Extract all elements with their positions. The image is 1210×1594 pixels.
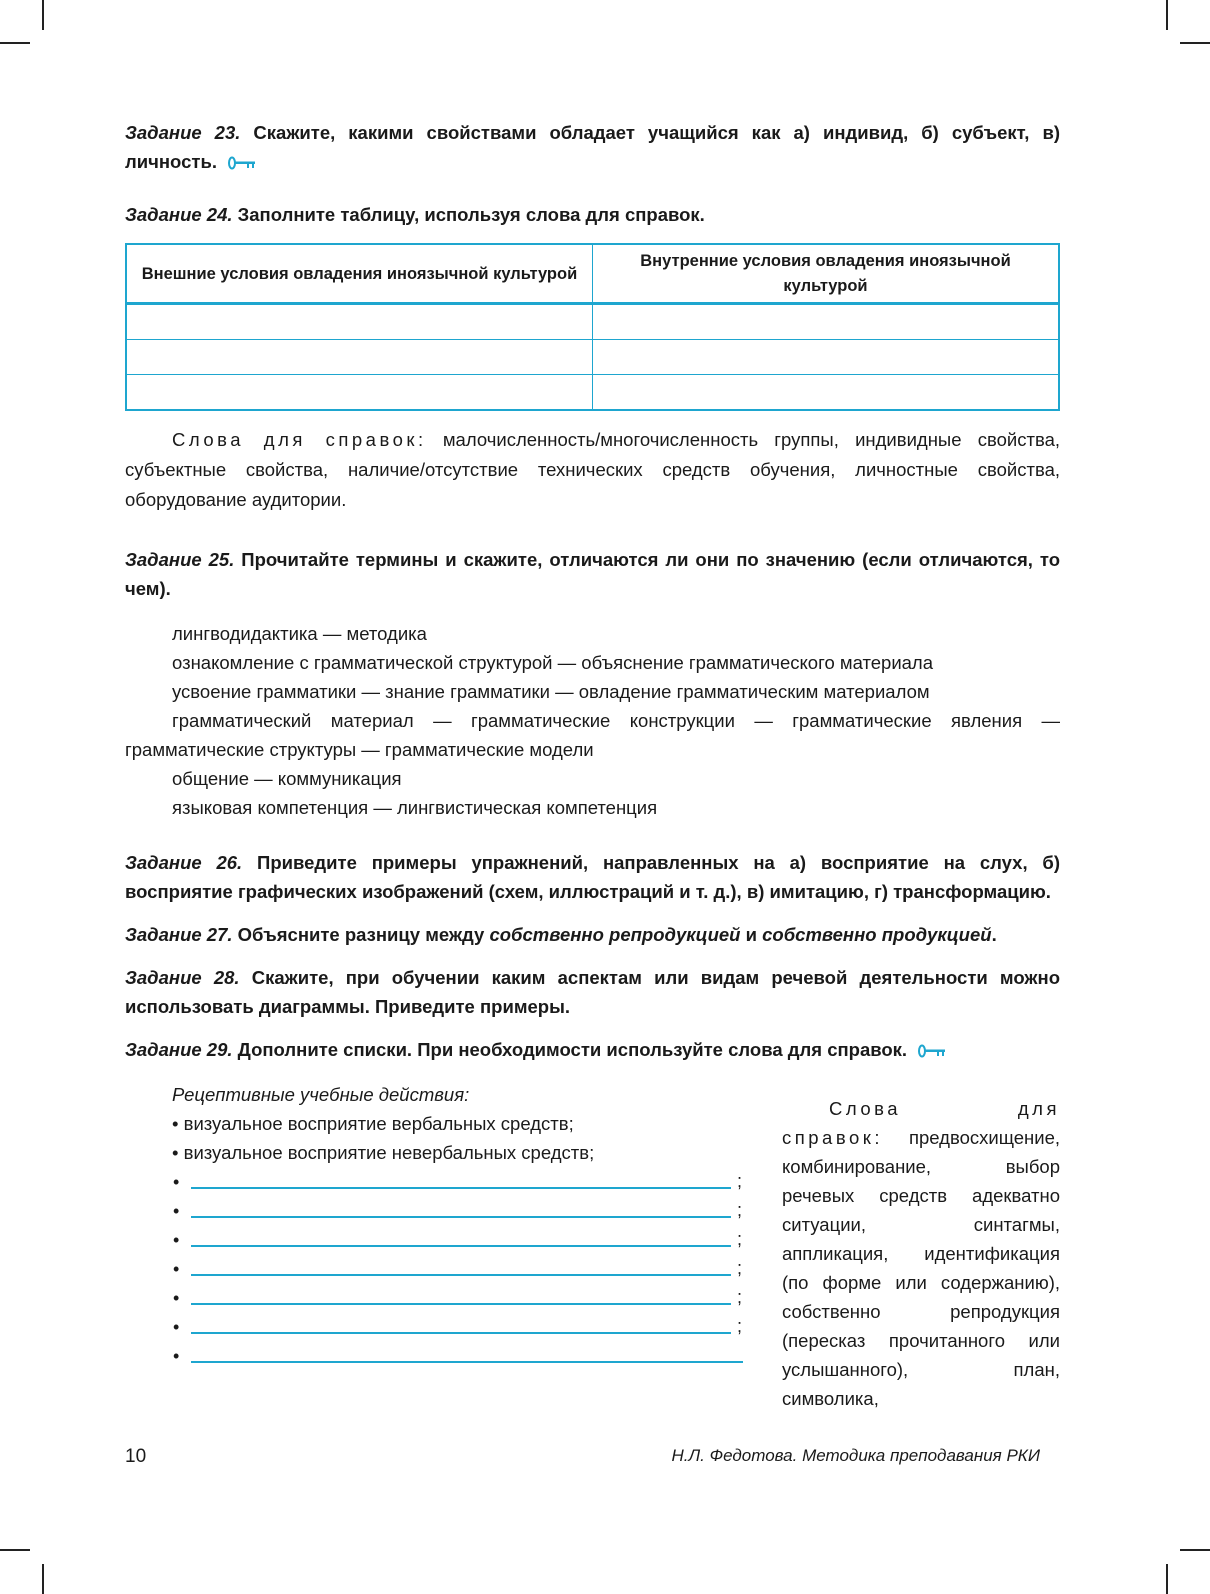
reference-words-24 [125, 425, 1060, 515]
bullet: • [173, 1259, 180, 1279]
list-item: • визуальное восприятие вербальных средств; [172, 1113, 574, 1134]
semicolon: ; [737, 1229, 743, 1249]
term-pair: ознакомление с грамматической структурой — объяснение грамматического материала [172, 652, 934, 673]
list-item: • визуальное восприятие невербальных средств; [172, 1142, 595, 1163]
task-27 [125, 920, 1060, 949]
terms-list [125, 619, 1060, 822]
task-23 [125, 118, 1060, 178]
semicolon: ; [737, 1287, 743, 1307]
task-number: Задание 29. [125, 1039, 233, 1060]
table-cell[interactable] [126, 375, 593, 411]
reference-label: Слова для справок: [172, 429, 427, 450]
task-text: Дополните списки. При необходимости используйте слова для справок. [237, 1039, 908, 1060]
blank-list-item[interactable] [125, 1283, 745, 1312]
page-number: 10 [125, 1446, 147, 1467]
table-cell[interactable] [593, 340, 1060, 375]
crop-mark [1166, 1564, 1168, 1594]
table-cell[interactable] [126, 340, 593, 375]
bullet: • [173, 1201, 180, 1221]
table-cell[interactable] [593, 304, 1060, 340]
task-text: и [740, 924, 763, 945]
bullet: • [173, 1230, 180, 1250]
crop-mark [1180, 42, 1210, 44]
blank-list-item[interactable] [125, 1196, 745, 1225]
crop-mark [42, 0, 44, 30]
term-pair: усвоение грамматики — знание грамматики — овладение грамматическим материалом [172, 681, 930, 702]
blank-list-item[interactable] [125, 1312, 745, 1341]
fill-in-line[interactable] [191, 1332, 731, 1334]
blank-list-item[interactable] [125, 1225, 745, 1254]
table-cell[interactable] [593, 375, 1060, 411]
task-number: Задание 24. [125, 204, 233, 225]
bullet: • [173, 1172, 180, 1192]
running-title: Н.Л. Федотова. Методика преподавания РКИ [671, 1446, 1040, 1465]
reference-words-29 [782, 1094, 1060, 1413]
crop-mark [0, 1549, 30, 1551]
list-header: Рецептивные учебные действия: [172, 1084, 470, 1105]
fill-in-line[interactable] [191, 1303, 731, 1305]
task-26 [125, 848, 1060, 906]
crop-mark [42, 1564, 44, 1594]
key-icon [918, 1037, 946, 1066]
table-header-row [126, 244, 1059, 304]
task-24 [125, 200, 1060, 229]
task-number: Задание 25. [125, 549, 235, 570]
task-text: Скажите, какими свойствами обладает учащийся как а) индивид, б) субъект, в) личность. [125, 122, 1060, 172]
bullet: • [173, 1288, 180, 1308]
task-29 [125, 1035, 1060, 1066]
task-text: Приведите примеры упражнений, направленных на а) восприятие на слух, б) восприятие графических изображений (схем, иллюстраций и т. д.), в) имитацию, г) трансформацию. [125, 852, 1060, 902]
blank-list-item[interactable] [125, 1167, 745, 1196]
task-number: Задание 27. [125, 924, 233, 945]
reference-label: Слова для справок: [782, 1098, 1060, 1148]
task-text: Объясните разницу между [237, 924, 490, 945]
page-content [125, 118, 1060, 1413]
table-row [126, 304, 1059, 340]
term-emphasis: собственно репродукцией [489, 924, 741, 945]
table-row [126, 375, 1059, 411]
fill-in-line[interactable] [191, 1245, 731, 1247]
task-number: Задание 26. [125, 852, 243, 873]
term-pair: языковая компетенция — лингвистическая компетенция [172, 797, 658, 818]
task-29-columns [125, 1080, 1060, 1413]
task-28 [125, 963, 1060, 1021]
task-number: Задание 28. [125, 967, 240, 988]
term-pair: общение — коммуникация [172, 768, 402, 789]
key-icon [228, 149, 256, 178]
semicolon: ; [737, 1258, 743, 1278]
page-footer [125, 1446, 1040, 1468]
bullet: • [173, 1346, 180, 1366]
semicolon: ; [737, 1171, 743, 1191]
task-25 [125, 545, 1060, 603]
semicolon: ; [737, 1316, 743, 1336]
task-number: Задание 23. [125, 122, 241, 143]
reference-text: предвосхищение, комбинирование, выбор речевых средств адекватно ситуации, синтагмы, аппликация, идентификация (по форме или содержанию), собственно репродукция (пересказ прочитанного или услышанного), план, символика, [782, 1127, 1060, 1409]
crop-mark [1180, 1549, 1210, 1551]
fill-in-line[interactable] [191, 1216, 731, 1218]
blank-list-item[interactable] [125, 1341, 745, 1370]
task-text: . [991, 924, 997, 945]
table-row [126, 340, 1059, 375]
semicolon: ; [737, 1200, 743, 1220]
task-text: Скажите, при обучении каким аспектам или видам речевой деятельности можно использовать диаграммы. Приведите примеры. [125, 967, 1060, 1017]
table-cell[interactable] [126, 304, 593, 340]
term-pair: грамматический материал — грамматические конструкции — грамматические явления — грамматические структуры — грамматические модели [125, 710, 1060, 760]
reference-text: малочисленность/многочисленность группы, индивидные свойства, субъектные свойства, наличие/отсутствие технических средств обучения, личностные свойства, оборудование аудитории. [125, 429, 1061, 510]
crop-mark [0, 42, 30, 44]
task-text: Прочитайте термины и скажите, отличаются ли они по значению (если отличаются, то чем). [125, 549, 1061, 599]
fill-in-line[interactable] [191, 1274, 731, 1276]
fill-in-line[interactable] [191, 1361, 743, 1363]
conditions-table [125, 243, 1060, 411]
term-emphasis: собственно продукцией [762, 924, 992, 945]
fill-in-line[interactable] [191, 1187, 731, 1189]
table-header-internal: Внутренние условия овладения иноязычной культурой [593, 244, 1060, 304]
table-header-external: Внешние условия овладения иноязычной культурой [126, 244, 593, 304]
receptive-actions-list [125, 1080, 745, 1413]
term-pair: лингводидактика — методика [172, 623, 427, 644]
task-text: Заполните таблицу, используя слова для справок. [237, 204, 705, 225]
crop-mark [1166, 0, 1168, 30]
bullet: • [173, 1317, 180, 1337]
blank-list-item[interactable] [125, 1254, 745, 1283]
